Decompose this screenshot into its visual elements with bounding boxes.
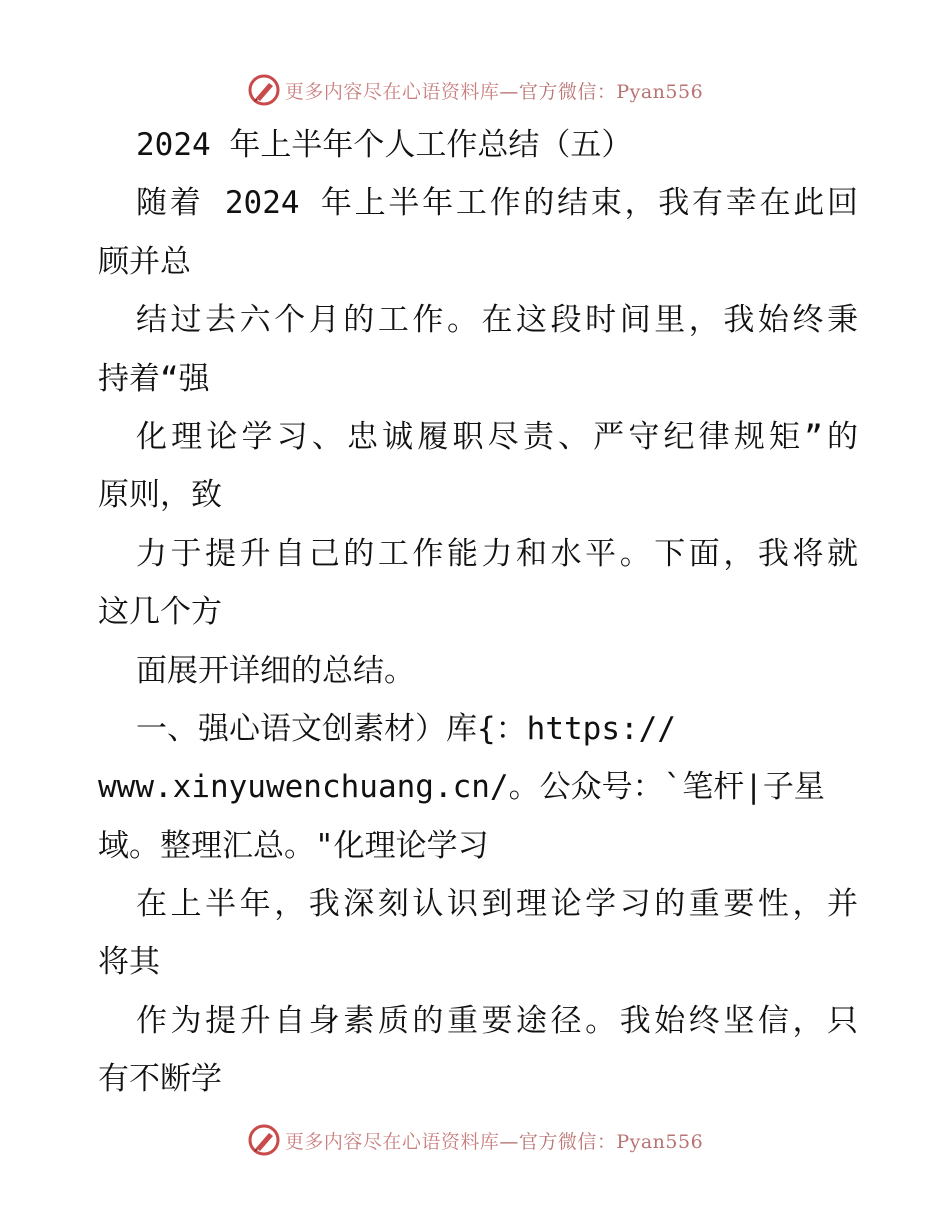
doc-title: 2024 年上半年个人工作总结（五） [136, 127, 633, 163]
pen-logo-icon [247, 1123, 281, 1157]
text-line: 有不断学 [98, 1061, 222, 1098]
section-heading-line: 一、强心语文创素材）库{：https:// [136, 710, 676, 747]
pen-logo-icon [247, 73, 281, 107]
document-body [98, 116, 858, 1109]
text-line: 顾并总 [98, 243, 191, 280]
banner-wechat: 官方微信：Pyan556 [518, 80, 704, 103]
text-line: 化理论学习、忠诚履职尽责、严守纪律规矩”的 [136, 418, 858, 455]
banner-site-name: 更多内容尽在心语资料库 [284, 80, 500, 103]
text-line: 这几个方 [98, 594, 222, 631]
text-line: 作为提升自身素质的重要途径。我始终坚信，只 [136, 1002, 858, 1039]
text-line: 持着“强 [98, 360, 210, 397]
text-line: 随着 2024 年上半年工作的结束，我有幸在此回 [136, 185, 858, 222]
header-banner-text [285, 77, 703, 104]
text-line: 结过去六个月的工作。在这段时间里，我始终秉 [136, 302, 858, 339]
text-line: 面展开详细的总结。 [136, 652, 415, 689]
banner-wechat: 官方微信：Pyan556 [518, 1130, 704, 1153]
text-line: www.xinyuwenchuang.cn/。公众号：`笔杆|子星 [98, 769, 825, 806]
footer-banner-text [285, 1127, 703, 1154]
text-line: 将其 [98, 944, 160, 981]
banner-site-name: 更多内容尽在心语资料库 [284, 1130, 500, 1153]
footer-banner [0, 1120, 950, 1160]
banner-dash: — [499, 80, 519, 103]
text-line: 原则，致 [98, 477, 222, 514]
header-banner [0, 70, 950, 110]
text-line: 域。整理汇总。"化理论学习 [98, 827, 489, 864]
banner-dash: — [499, 1130, 519, 1153]
text-line: 力于提升自己的工作能力和水平。下面，我将就 [136, 535, 858, 572]
text-line: 在上半年，我深刻认识到理论学习的重要性，并 [136, 886, 858, 923]
